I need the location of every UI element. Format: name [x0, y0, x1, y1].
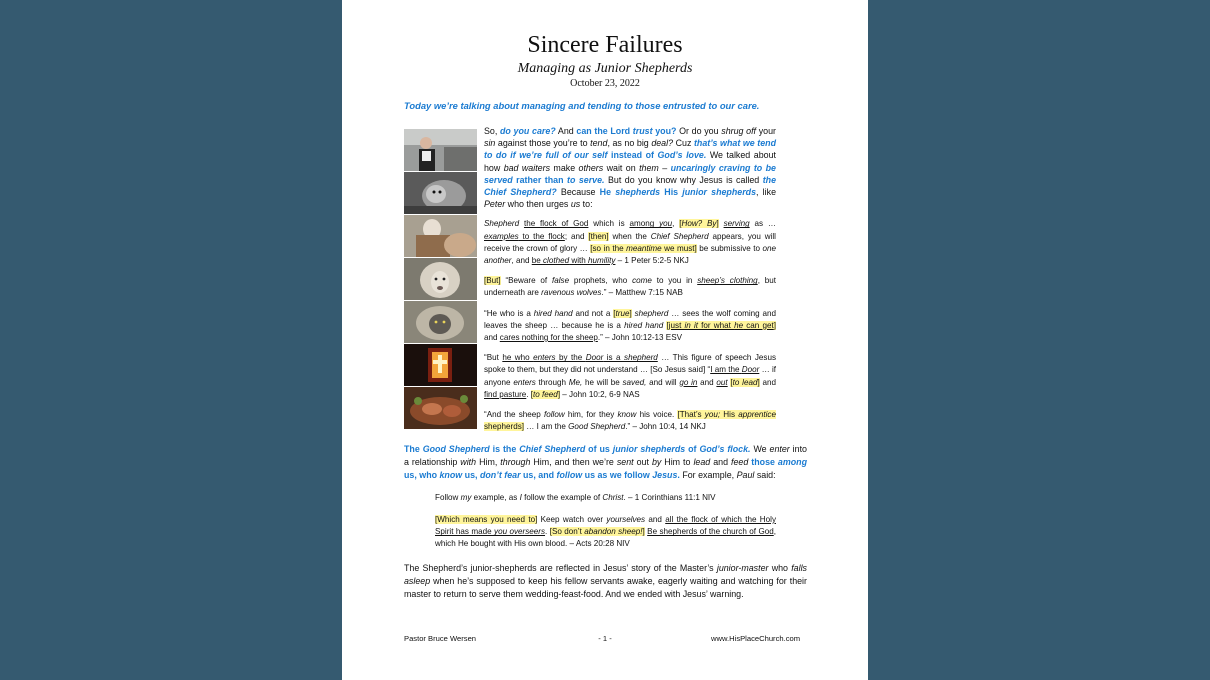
quote-john-10-4: “And the sheep follow him, for they know his voice. [That’s you; His apprentice shepherds] … I am the Good Shepherd.” – John 10:4, 14 NKJ — [484, 410, 776, 432]
quote-acts: [Which means you need to] Keep watch over yourselves and all the flock of which the Holy Spirit has made you overseers. [So don’t abandon sheep!] Be shepherds of the church of God, which He bought with His own blood. – Acts 20:28 NIV — [435, 515, 776, 549]
sheep-photo — [404, 258, 477, 300]
quote-john-10-12: “He who is a hired hand and not a [true] shepherd … sees the wolf coming and leaves the sheep … because he is a hired hand [just in it for what he can get] and cares nothing for the sheep.” – John 10:12-13 ESV — [484, 308, 776, 343]
main-body-column — [484, 125, 776, 433]
footer-page-number: - 1 - — [598, 634, 612, 643]
footer-author: Pastor Bruce Wersen — [404, 634, 477, 643]
quote-matthew: [But] “Beware of false prophets, who come to you in sheep’s clothing, but underneath are ravenous wolves.” – Matthew 7:15 NAB — [484, 276, 776, 298]
intro-sentence: Today we’re talking about managing and tending to those entrusted to our care. — [404, 100, 760, 111]
wolf-in-sheep-photo — [404, 301, 477, 343]
waiter-photo — [404, 129, 477, 171]
wolf-photo — [404, 172, 477, 214]
shepherd-photo — [404, 215, 477, 257]
paragraph-junior-master: The Shepherd’s junior-shepherds are reflected in Jesus’ story of the Master’s junior-master who falls asleep when he’s supposed to keep his fellow servants awake, eagerly waiting and watching for their master to return to serve them wedding-feast-food. And we ended with Jesus’ warning. — [404, 563, 807, 599]
footer-website-link[interactable]: www.HisPlaceChurch.com — [711, 634, 801, 643]
page-subtitle: Managing as Junior Shepherds — [517, 61, 693, 76]
document-page — [342, 0, 868, 680]
paragraph-chief-shepherd: So, do you care? And can the Lord trust you? Or do you shrug off your sin against those you’re to tend, as no big deal? Cuz that’s what we tend to do if we’re full of our self instead of God’s love. We talked about how bad waiters make others wait on them – uncaringly craving to be served rather than to serve. But do you know why Jesus is called the Chief Shepherd? Because He shepherds His junior shepherds, like Peter who then urges us to: — [484, 126, 777, 210]
lit-door-photo — [404, 344, 477, 386]
quote-john-10-2: “But he who enters by the Door is a shepherd … This figure of speech Jesus spoke to them, but they did not understand … [So Jesus said] “I am the Door … if anyone enters through Me, he will be saved, and will go in and out [to lead] and find pasture. [to feed] – John 10:2, 6-9 NAS — [484, 353, 777, 399]
quote-1-peter: Shepherd the flock of God which is among you, [How? By] serving as … examples to the flock; and [then] when the Chief Shepherd appears, you will receive the crown of glory … [so in the meantime we must] be submissive to one another, and be clothed with humility – 1 Peter 5:2-5 NKJ — [484, 219, 777, 266]
paragraph-good-shepherd: The Good Shepherd is the Chief Shepherd of us junior shepherds of God’s flock. We enter into a relationship with Him, through Him, and then we’re sent out by Him to lead and feed those among us, who know us, don’t fear us, and follow us as we follow Jesus. For example, Paul said: — [404, 444, 808, 480]
page-title: Sincere Failures — [527, 32, 683, 58]
photo-column — [404, 129, 477, 430]
feast-food-photo — [404, 387, 477, 429]
page-date: October 23, 2022 — [570, 78, 640, 89]
quote-corinthians: Follow my example, as I follow the example of Christ. – 1 Corinthians 11:1 NIV — [435, 493, 716, 502]
